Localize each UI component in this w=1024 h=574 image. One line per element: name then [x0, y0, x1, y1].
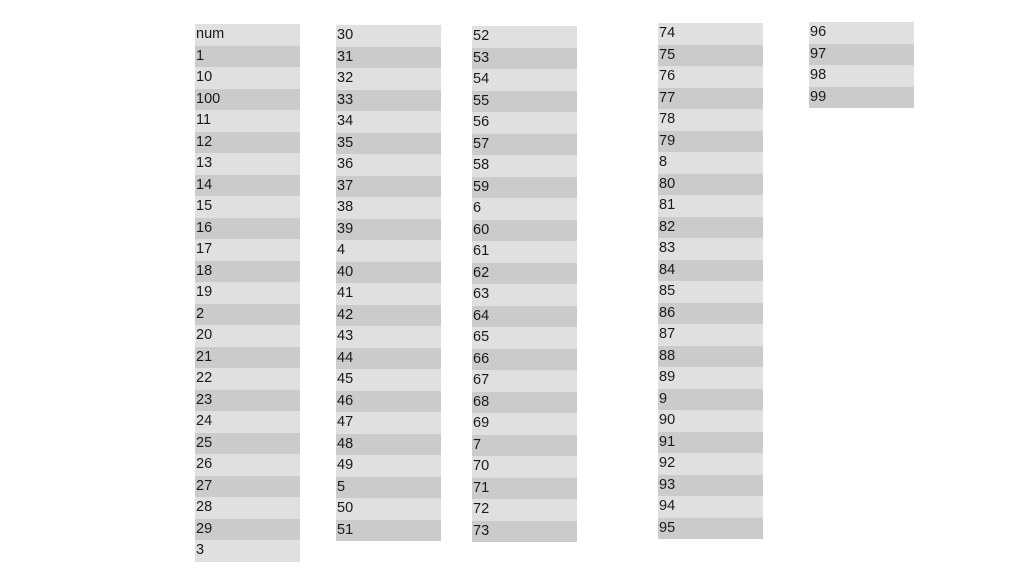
table-cell: 36 [336, 154, 441, 176]
table-cell: 94 [658, 496, 763, 518]
table-cell: 15 [195, 196, 300, 218]
table-cell: 66 [472, 349, 577, 371]
table-cell: 85 [658, 281, 763, 303]
table-cell: 93 [658, 475, 763, 497]
table-cell: 53 [472, 48, 577, 70]
table-cell: 64 [472, 306, 577, 328]
table-cell: 34 [336, 111, 441, 133]
table-column-1 [195, 24, 300, 562]
table-cell: 57 [472, 134, 577, 156]
table-cell: 80 [658, 174, 763, 196]
table-cell: 74 [658, 23, 763, 45]
table-cell: 9 [658, 389, 763, 411]
table-cell: 45 [336, 369, 441, 391]
table-column-5 [809, 22, 914, 108]
table-cell: 43 [336, 326, 441, 348]
table-cell: 37 [336, 176, 441, 198]
table-cell: 10 [195, 67, 300, 89]
table-cell: 76 [658, 66, 763, 88]
table-cell: 11 [195, 110, 300, 132]
table-cell: 50 [336, 498, 441, 520]
table-cell: 79 [658, 131, 763, 153]
table-cell: 60 [472, 220, 577, 242]
table-cell: 41 [336, 283, 441, 305]
table-cell: 55 [472, 91, 577, 113]
table-cell: 73 [472, 521, 577, 543]
table-cell: 75 [658, 45, 763, 67]
table-column-2 [336, 25, 441, 541]
table-cell: 5 [336, 477, 441, 499]
table-cell: 87 [658, 324, 763, 346]
table-cell: 4 [336, 240, 441, 262]
table-cell: 18 [195, 261, 300, 283]
table-cell: 2 [195, 304, 300, 326]
table-cell: 20 [195, 325, 300, 347]
table-cell: 25 [195, 433, 300, 455]
table-cell: 30 [336, 25, 441, 47]
table-cell: 69 [472, 413, 577, 435]
table-cell: 48 [336, 434, 441, 456]
table-cell: 44 [336, 348, 441, 370]
column-header: num [195, 24, 300, 46]
table-cell: 56 [472, 112, 577, 134]
table-cell: 91 [658, 432, 763, 454]
table-cell: 29 [195, 519, 300, 541]
table-cell: 88 [658, 346, 763, 368]
table-cell: 28 [195, 497, 300, 519]
table-cell: 97 [809, 44, 914, 66]
table-cell: 81 [658, 195, 763, 217]
table-cell: 99 [809, 87, 914, 109]
table-cell: 78 [658, 109, 763, 131]
table-cell: 14 [195, 175, 300, 197]
table-cell: 51 [336, 520, 441, 542]
table-cell: 35 [336, 133, 441, 155]
table-cell: 90 [658, 410, 763, 432]
table-cell: 83 [658, 238, 763, 260]
table-cell: 52 [472, 26, 577, 48]
table-cell: 70 [472, 456, 577, 478]
table-cell: 86 [658, 303, 763, 325]
table-cell: 96 [809, 22, 914, 44]
table-cell: 49 [336, 455, 441, 477]
table-cell: 24 [195, 411, 300, 433]
table-cell: 72 [472, 499, 577, 521]
table-cell: 54 [472, 69, 577, 91]
table-cell: 98 [809, 65, 914, 87]
table-cell: 32 [336, 68, 441, 90]
table-cell: 68 [472, 392, 577, 414]
table-column-3 [472, 26, 577, 542]
table-cell: 61 [472, 241, 577, 263]
table-cell: 22 [195, 368, 300, 390]
table-cell: 59 [472, 177, 577, 199]
table-cell: 3 [195, 540, 300, 562]
table-cell: 95 [658, 518, 763, 540]
table-cell: 1 [195, 46, 300, 68]
table-cell: 63 [472, 284, 577, 306]
table-cell: 26 [195, 454, 300, 476]
table-cell: 38 [336, 197, 441, 219]
table-cell: 67 [472, 370, 577, 392]
table-cell: 33 [336, 90, 441, 112]
table-cell: 31 [336, 47, 441, 69]
table-cell: 71 [472, 478, 577, 500]
table-cell: 27 [195, 476, 300, 498]
table-cell: 21 [195, 347, 300, 369]
table-cell: 12 [195, 132, 300, 154]
table-cell: 39 [336, 219, 441, 241]
table-cell: 17 [195, 239, 300, 261]
table-cell: 8 [658, 152, 763, 174]
table-cell: 46 [336, 391, 441, 413]
table-cell: 89 [658, 367, 763, 389]
table-cell: 100 [195, 89, 300, 111]
table-cell: 13 [195, 153, 300, 175]
table-cell: 47 [336, 412, 441, 434]
table-cell: 84 [658, 260, 763, 282]
table-cell: 6 [472, 198, 577, 220]
table-cell: 42 [336, 305, 441, 327]
table-cell: 58 [472, 155, 577, 177]
table-cell: 7 [472, 435, 577, 457]
table-cell: 65 [472, 327, 577, 349]
table-cell: 19 [195, 282, 300, 304]
table-cell: 40 [336, 262, 441, 284]
table-cell: 23 [195, 390, 300, 412]
table-cell: 82 [658, 217, 763, 239]
table-cell: 16 [195, 218, 300, 240]
table-cell: 62 [472, 263, 577, 285]
table-column-4 [658, 23, 763, 539]
table-cell: 77 [658, 88, 763, 110]
table-cell: 92 [658, 453, 763, 475]
